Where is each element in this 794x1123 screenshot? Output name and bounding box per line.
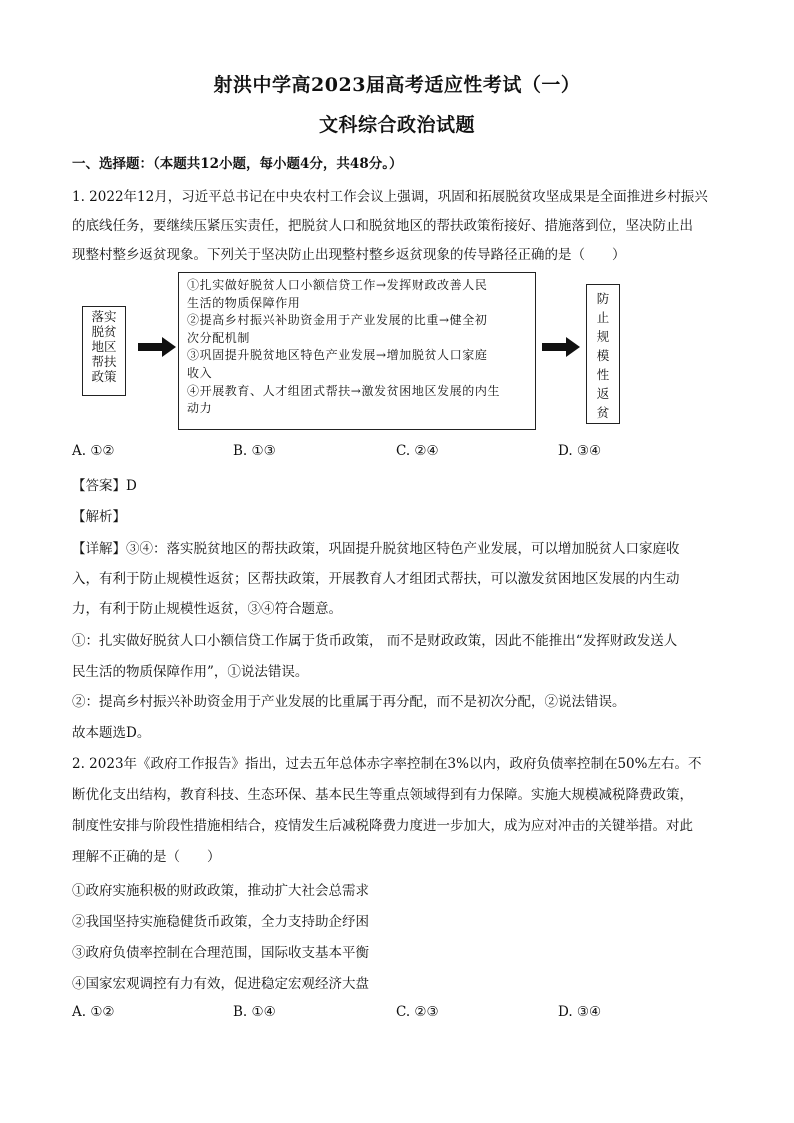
q1-stem-line: 1. 2022年12月，习近平总书记在中央农村工作会议上强调，巩固和拓展脱贫攻坚成果是全面推进乡村振兴: [72, 189, 708, 205]
diagram-right-char: 止: [596, 310, 610, 325]
q1-option-d: D. ③④: [558, 443, 602, 459]
q2-stem-line: 断优化支出结构，教育科技、生态环保、基本民生等重点领域得到有力保障。实施大规模减税降费政策，: [72, 787, 693, 803]
diagram-right-char: 模: [596, 348, 610, 363]
arrow-right-icon: [138, 343, 164, 351]
diagram-right-char: 性: [596, 367, 610, 382]
diagram-right-box: [586, 284, 620, 424]
q2-stem-line: 2. 2023年《政府工作报告》指出，过去五年总体赤字率控制在3%以内，政府负债率控制在50%左右。不: [72, 756, 702, 772]
q2-stem-line: 理解不正确的是（ ）: [72, 849, 221, 865]
q1-analysis-label: 【解析】: [72, 509, 126, 525]
diagram-middle-line: ①扎实做好脱贫人口小额信贷工作→发挥财政改善人民: [187, 278, 488, 292]
q1-answer: 【答案】D: [72, 478, 137, 494]
diagram-left-line: 脱贫: [91, 324, 117, 339]
q1-detail-line: 力，有利于防止规模性返贫，③④符合题意。: [72, 601, 342, 617]
q1-detail-line: 入，有利于防止规模性返贫；区帮扶政策，开展教育人才组团式帮扶，可以激发贫困地区发展的内生动: [72, 571, 680, 587]
q1-stem-line: 现整村整乡返贫现象。下列关于坚决防止出现整村整乡返贫现象的传导路径正确的是（ ）: [72, 247, 626, 263]
arrow-right-icon: [542, 343, 568, 351]
q1-option-a: A. ①②: [72, 443, 115, 459]
q2-stem-line: 制度性安排与阶段性措施相结合，疫情发生后减税降费力度进一步加大，成为应对冲击的关键举措。对此: [72, 818, 693, 834]
q2-option-c: C. ②③: [396, 1004, 439, 1020]
q1-detail-line: 故本题选D。: [72, 725, 151, 741]
q2-statement: ②我国坚持实施稳健货币政策，全力支持助企纾困: [72, 914, 369, 930]
q2-statement: ③政府负债率控制在合理范围，国际收支基本平衡: [72, 945, 369, 961]
diagram-right-char: 规: [596, 329, 610, 344]
diagram-left-box: [82, 306, 126, 396]
diagram-right-char: 返: [596, 386, 610, 401]
q1-option-c: C. ②④: [396, 443, 439, 459]
diagram-right-char: 防: [596, 291, 610, 306]
q1-detail-line: ②：提高乡村振兴补助资金用于产业发展的比重属于再分配，而不是初次分配，②说法错误。: [72, 694, 626, 710]
q1-detail-line: ①：扎实做好脱贫人口小额信贷工作属于货币政策， 而不是财政政策，因此不能推出“发挥财政发送人: [72, 633, 678, 649]
q2-statement: ①政府实施积极的财政政策，推动扩大社会总需求: [72, 883, 369, 899]
diagram-middle-line: 收入: [187, 365, 213, 380]
diagram-middle-line: ②提高乡村振兴补助资金用于产业发展的比重→健全初: [187, 313, 488, 328]
diagram-left-line: 帮扶: [91, 354, 117, 369]
diagram-left-line: 政策: [91, 369, 117, 384]
diagram-left-line: 地区: [91, 339, 117, 354]
diagram-middle-line: ③巩固提升脱贫地区特色产业发展→增加脱贫人口家庭: [187, 348, 488, 363]
exam-title: 射洪中学高2023届高考适应性考试（一）: [213, 74, 581, 96]
q2-statement: ④国家宏观调控有力有效，促进稳定宏观经济大盘: [72, 976, 369, 992]
diagram-left-line: 落实: [91, 309, 117, 324]
exam-subtitle: 文科综合政治试题: [318, 114, 475, 136]
diagram-middle-line: 动力: [187, 401, 213, 416]
diagram-middle-box: [178, 272, 536, 430]
section-heading: 一、选择题：（本题共12小题，每小题4分，共48分。）: [72, 156, 403, 172]
q1-detail-line: 【详解】③④：落实脱贫地区的帮扶政策，巩固提升脱贫地区特色产业发展，可以增加脱贫人口家庭收: [72, 541, 680, 557]
q1-detail-line: 民生活的物质保障作用”，①说法错误。: [72, 664, 309, 680]
diagram-middle-line: 次分配机制: [187, 330, 251, 345]
diagram-middle-line: 生活的物质保障作用: [187, 295, 301, 310]
diagram-middle-line: ④开展教育、人才组团式帮扶→激发贫困地区发展的内生: [187, 383, 501, 398]
diagram-right-char: 贫: [596, 405, 610, 420]
q2-option-b: B. ①④: [233, 1004, 276, 1020]
q2-option-a: A. ①②: [72, 1004, 115, 1020]
q1-option-b: B. ①③: [233, 443, 276, 459]
q1-stem-line: 的底线任务，要继续压紧压实责任，把脱贫人口和脱贫地区的帮扶政策衔接好、措施落到位，坚决防止出: [72, 218, 693, 234]
q2-option-d: D. ③④: [558, 1004, 602, 1020]
